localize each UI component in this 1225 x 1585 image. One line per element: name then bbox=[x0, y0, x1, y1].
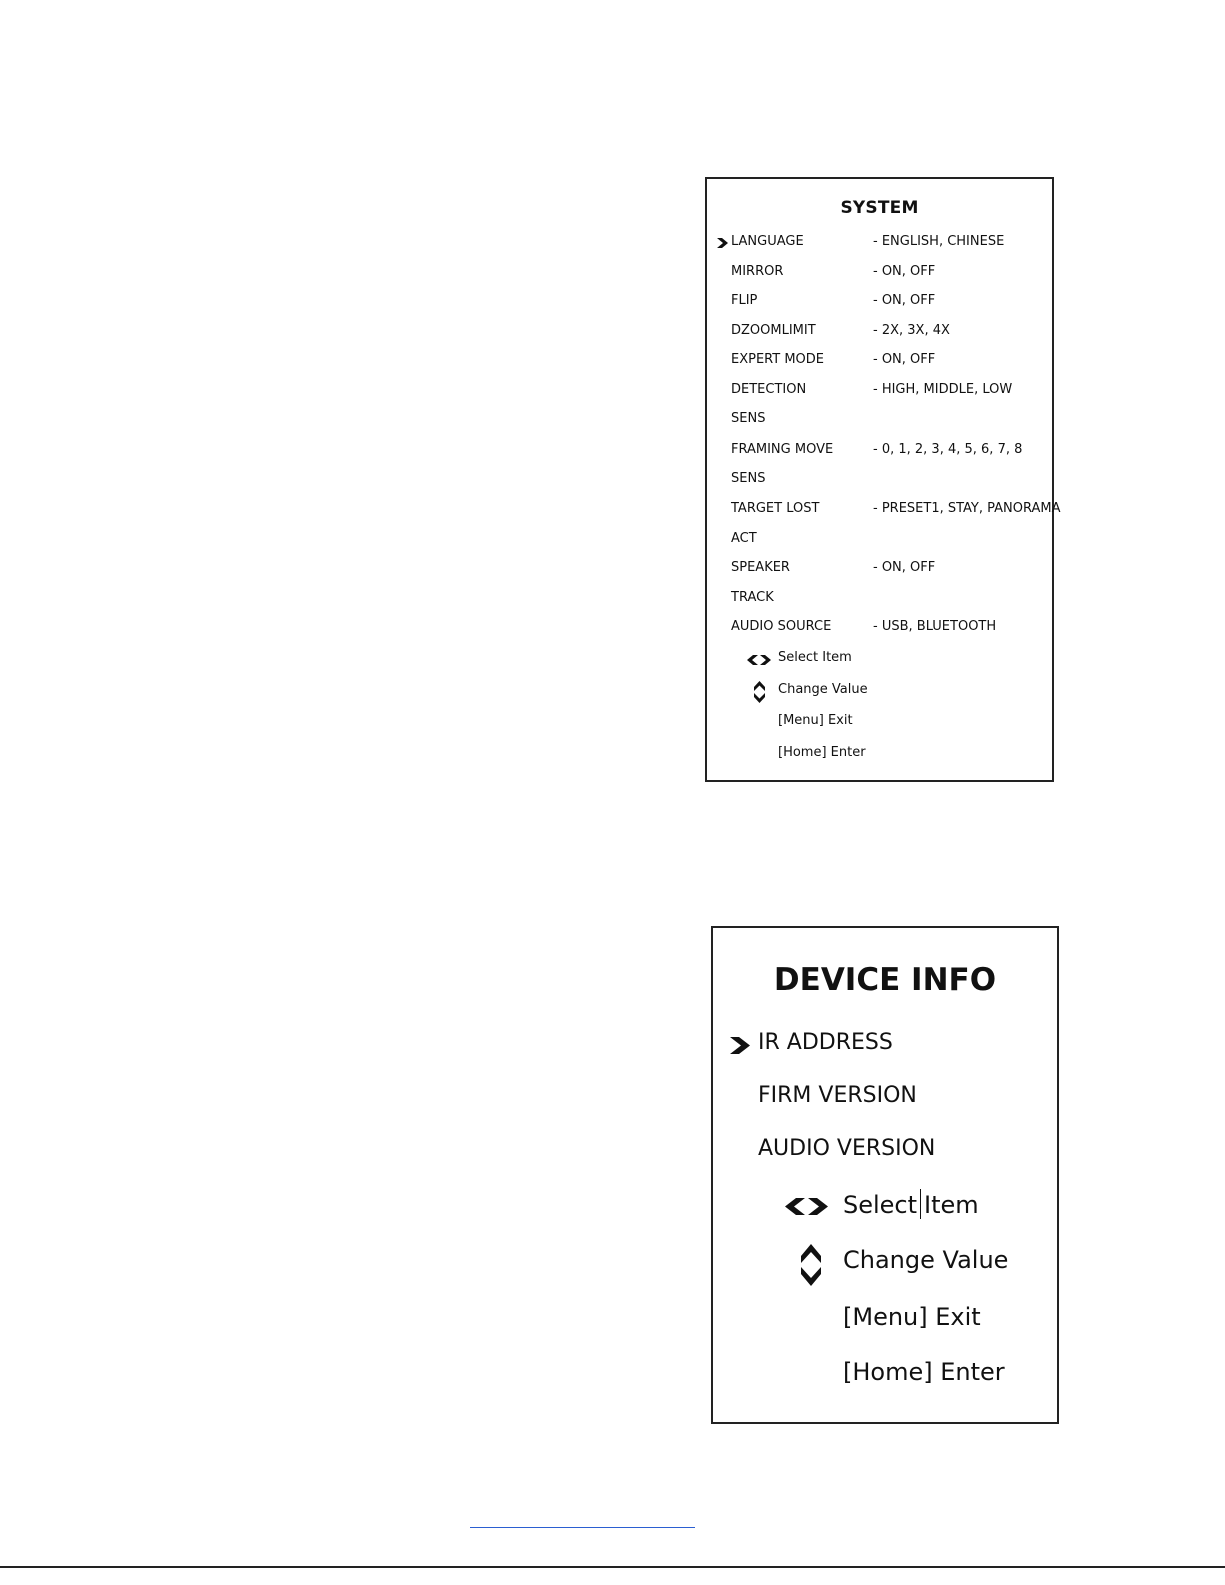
device-info-hint-change-value: Change Value bbox=[843, 1246, 1009, 1274]
system-item-framing-move-label[interactable]: FRAMING MOVE bbox=[731, 442, 834, 457]
selection-pointer-icon bbox=[730, 1037, 751, 1054]
hyperlink-underline[interactable] bbox=[470, 1527, 695, 1528]
system-item-detection-label-line2: SENS bbox=[731, 411, 766, 426]
device-info-hint-select-item bbox=[843, 1189, 979, 1219]
device-info-hint-menu-exit: [Menu] Exit bbox=[843, 1303, 981, 1331]
system-item-expert-mode-value: - ON, OFF bbox=[873, 352, 936, 367]
system-item-target-lost-value: - PRESET1, STAY, PANORAMA bbox=[873, 501, 1061, 516]
device-info-hint-home-enter: [Home] Enter bbox=[843, 1358, 1005, 1386]
system-item-dzoomlimit-label[interactable]: DZOOMLIMIT bbox=[731, 323, 816, 338]
device-info-item-ir-address[interactable]: IR ADDRESS bbox=[758, 1030, 893, 1055]
system-item-speaker-value: - ON, OFF bbox=[873, 560, 936, 575]
device-info-menu-title: DEVICE INFO bbox=[773, 962, 997, 998]
system-hint-change-value: Change Value bbox=[778, 682, 868, 697]
device-info-menu-panel bbox=[711, 926, 1059, 1424]
device-info-hint-select-word: Select bbox=[843, 1191, 918, 1219]
device-info-hint-item-word: Item bbox=[924, 1191, 979, 1219]
up-down-chevrons-icon bbox=[754, 681, 765, 703]
system-item-framing-move-value: - 0, 1, 2, 3, 4, 5, 6, 7, 8 bbox=[873, 442, 1023, 457]
device-info-item-firm-version[interactable]: FIRM VERSION bbox=[758, 1083, 917, 1108]
system-item-dzoomlimit-value: - 2X, 3X, 4X bbox=[873, 323, 950, 338]
system-item-detection-value: - HIGH, MIDDLE, LOW bbox=[873, 382, 1013, 397]
up-down-chevrons-icon bbox=[801, 1244, 821, 1286]
system-item-mirror-label[interactable]: MIRROR bbox=[731, 264, 784, 279]
system-item-target-lost-label-line2: ACT bbox=[731, 531, 757, 546]
system-item-speaker-label-line2: TRACK bbox=[731, 590, 774, 605]
system-item-speaker-label[interactable]: SPEAKER bbox=[731, 560, 790, 575]
system-menu-title: SYSTEM bbox=[840, 198, 919, 218]
system-item-audio-source-value: - USB, BLUETOOTH bbox=[873, 619, 997, 634]
system-item-framing-move-label-line2: SENS bbox=[731, 471, 766, 486]
system-item-flip-value: - ON, OFF bbox=[873, 293, 936, 308]
system-item-mirror-value: - ON, OFF bbox=[873, 264, 936, 279]
system-menu-panel bbox=[705, 177, 1061, 782]
system-item-detection-label[interactable]: DETECTION bbox=[731, 382, 807, 397]
system-item-target-lost-label[interactable]: TARGET LOST bbox=[731, 501, 820, 516]
system-item-expert-mode-label[interactable]: EXPERT MODE bbox=[731, 352, 825, 367]
system-hint-select-item: Select Item bbox=[778, 650, 852, 665]
system-hint-menu-exit: [Menu] Exit bbox=[778, 713, 853, 728]
system-item-audio-source-label[interactable]: AUDIO SOURCE bbox=[731, 619, 832, 634]
selection-pointer-icon bbox=[717, 238, 729, 248]
device-info-item-audio-version[interactable]: AUDIO VERSION bbox=[758, 1136, 936, 1161]
system-item-language-label[interactable]: LANGUAGE bbox=[731, 234, 804, 249]
system-item-language-value: - ENGLISH, CHINESE bbox=[873, 234, 1005, 249]
page-footer-divider bbox=[0, 1566, 1225, 1568]
system-item-flip-label[interactable]: FLIP bbox=[731, 293, 758, 308]
text-cursor bbox=[920, 1189, 921, 1219]
left-right-chevrons-icon bbox=[747, 655, 771, 665]
system-hint-home-enter: [Home] Enter bbox=[778, 745, 866, 760]
left-right-chevrons-icon bbox=[785, 1198, 828, 1215]
